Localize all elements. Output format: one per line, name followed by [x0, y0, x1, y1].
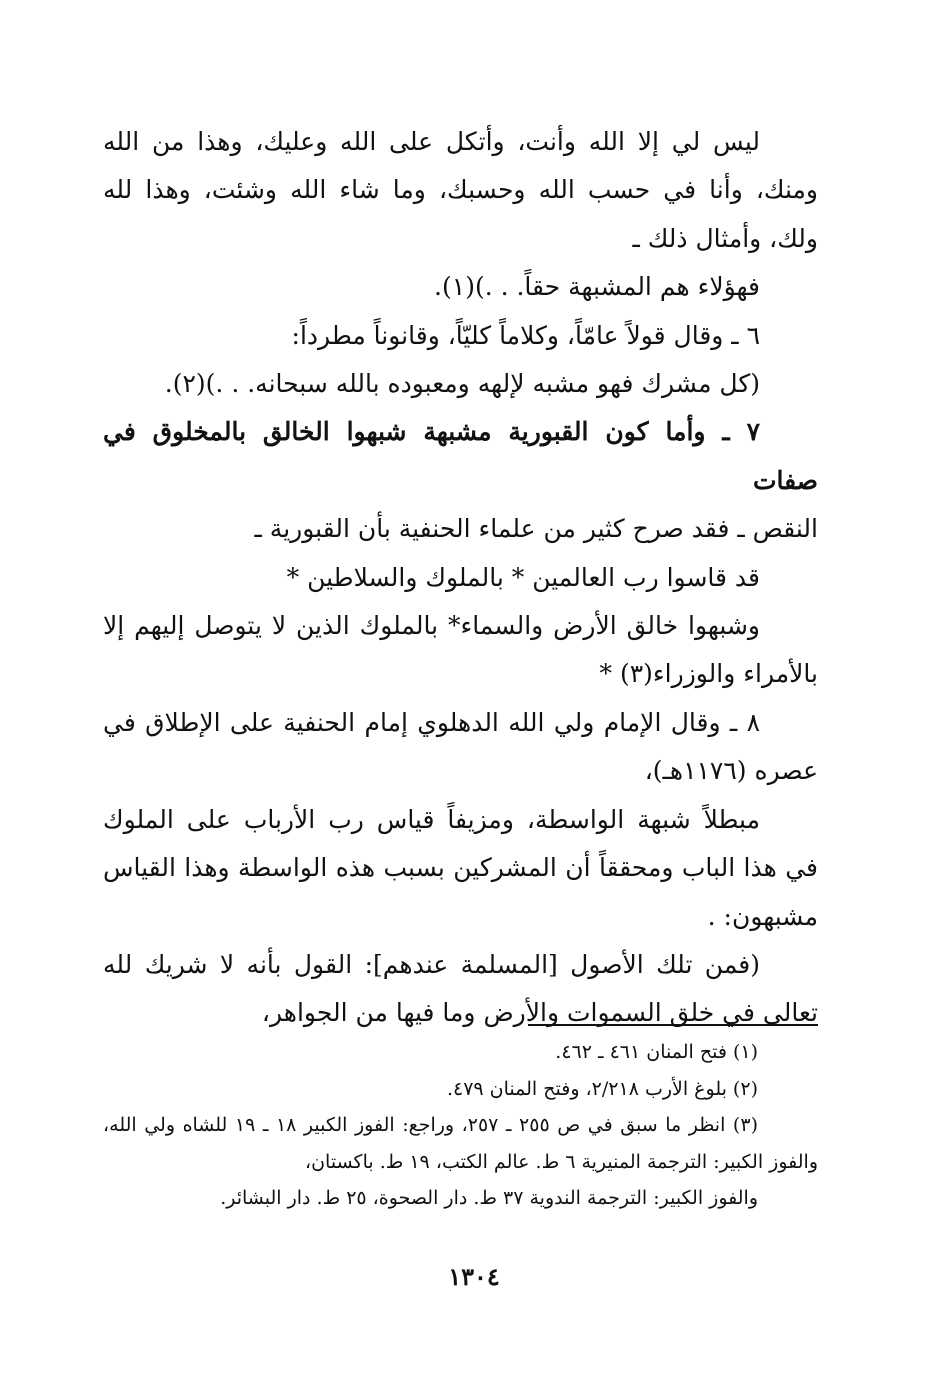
footnote-divider [528, 1024, 818, 1026]
page-number: ١٣٠٤ [448, 1262, 500, 1291]
paragraph-point-seven-continuation: النقص ـ فقد صرح كثير من علماء الحنفية بأن القبورية ـ [254, 514, 818, 544]
verse-line-one: قد قاسوا رب العالمين * بالملوك والسلاطين * [286, 562, 760, 592]
paragraph-mushabbiha-conclusion: فهؤلاء هم المشبهة حقاً. . .)(١). [434, 272, 760, 302]
paragraph-point-eight: ٨ ـ وقال الإمام ولي الله الدهلوي إمام الحنفية على الإطلاق في عصره (١١٧٦هـ)، [103, 707, 818, 786]
paragraph-supplication-phrases: ليس لي إلا الله وأنت، وأتكل على الله وعليك، وهذا من الله ومنك، وأنا في حسب الله وحسبك، وما شاء الله وشئت، وهذا لله ولك، وأمثال ذلك ـ [103, 127, 818, 253]
paragraph-usul-quote: (فمن تلك الأصول [المسلمة عندهم]: القول بأنه لا شريك لله تعالى في خلق السموات والأرض وما فيها من الجواهر، [103, 949, 818, 1028]
footnotes [103, 1034, 818, 1217]
verse-line-two: وشبهوا خالق الأرض والسماء* بالملوك الذين لا يتوصل إليهم إلا بالأمراء والوزراء(٣) * [103, 611, 818, 689]
main-text [103, 118, 818, 1038]
footnote-3: (٣) انظر ما سبق في ص ٢٥٥ ـ ٢٥٧، وراجع: الفوز الكبير ١٨ ـ ١٩ للشاه ولي الله، والفوز الكبير: الترجمة المنيرية ٦ ط. عالم الكتب، ١٩ ط. باكستان، [103, 1114, 818, 1173]
footnote-1: (١) فتح المنان ٤٦١ ـ ٤٦٢. [555, 1041, 758, 1063]
paragraph-wasita-refutation: مبطلاً شبهة الواسطة، ومزيفاً قياس رب الأرباب على الملوك في هذا الباب ومحققاً أن المشركين بسبب هذه الواسطة وهذا القياس مشبهون: . [103, 804, 818, 931]
heading-point-seven: ٧ ـ وأما كون القبورية مشبهة شبهوا الخالق بالمخلوق في صفات [103, 417, 818, 495]
footnote-2: (٢) بلوغ الأرب ٢/٢١٨، وفتح المنان ٤٧٩. [446, 1077, 758, 1100]
paragraph-quote-mushrik: (كل مشرك فهو مشبه لإلهه ومعبوده بالله سبحانه. . .)(٢). [164, 369, 760, 399]
footnote-3-continuation: والفوز الكبير: الترجمة الندوية ٣٧ ط. دار الصحوة، ٢٥ ط. دار البشائر. [220, 1187, 758, 1209]
paragraph-point-six: ٦ ـ وقال قولاً عامّاً، وكلاماً كليّاً، وقانوناً مطرداً: [291, 320, 760, 350]
